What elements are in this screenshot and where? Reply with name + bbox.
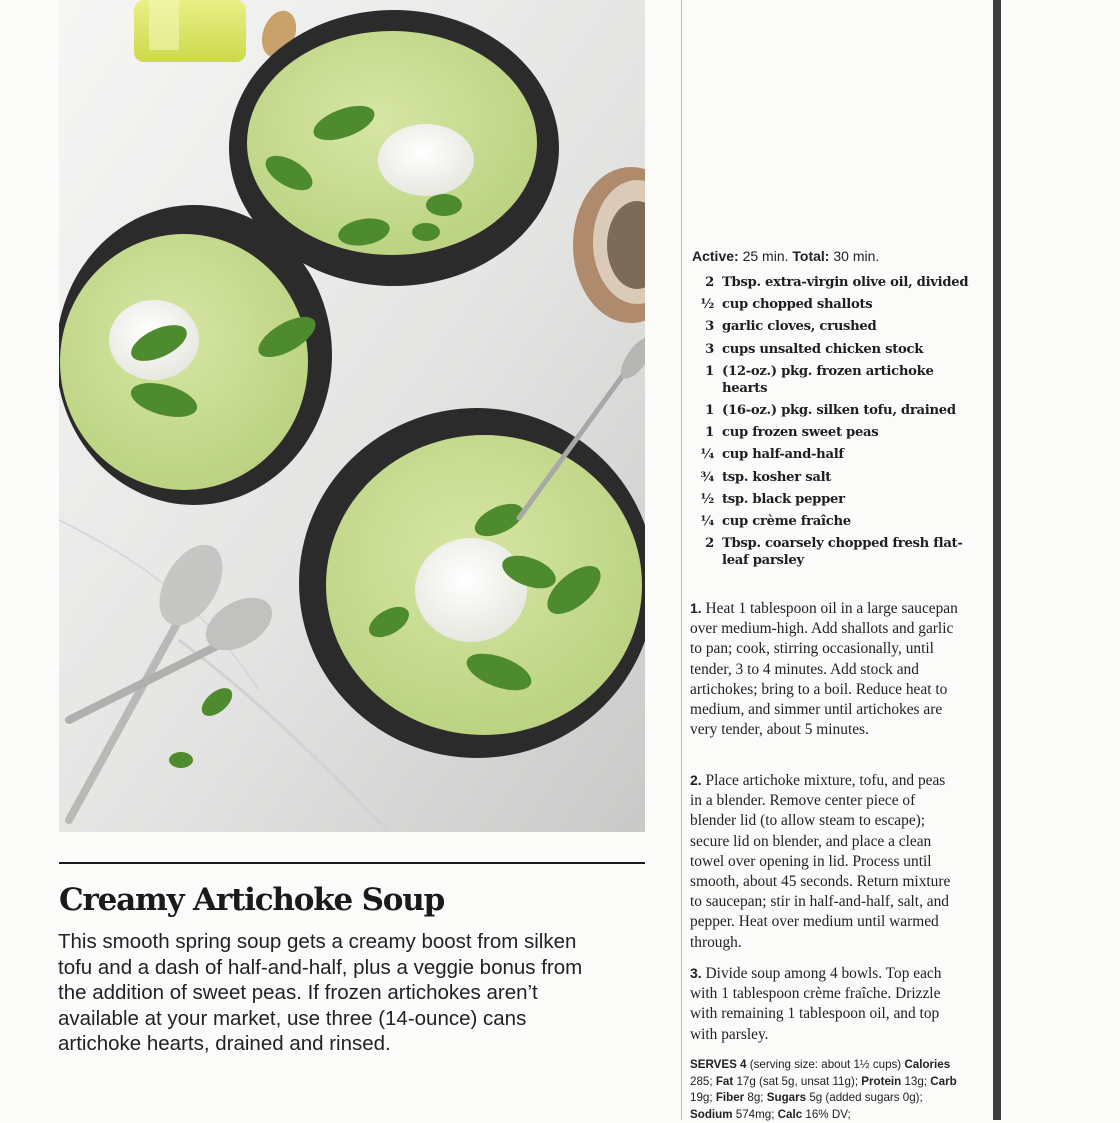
ingredient-name: garlic cloves, crushed xyxy=(722,319,877,335)
ingredient-name: Tbsp. extra-virgin olive oil, divided xyxy=(722,275,969,290)
ingredient-qty: 1 xyxy=(705,425,714,441)
carb-label: Carb xyxy=(930,1074,957,1088)
step-number: 2. xyxy=(690,772,702,788)
ingredient-qty: 3 xyxy=(705,319,714,335)
calories-value: 285; xyxy=(690,1074,713,1088)
active-time-label: Active: xyxy=(692,248,739,264)
instruction-step-1 xyxy=(690,598,958,740)
ingredient-item xyxy=(692,274,972,291)
total-time-value: 30 min. xyxy=(833,248,880,264)
protein-value: 13g; xyxy=(904,1074,928,1088)
protein-label: Protein xyxy=(861,1074,902,1088)
ingredient-name: (16-oz.) pkg. silken tofu, drained xyxy=(722,402,956,418)
calories-label: Calories xyxy=(904,1058,951,1071)
ingredient-name: cup chopped shallots xyxy=(722,297,873,313)
ingredient-item xyxy=(692,341,972,358)
ingredient-qty: ¾ xyxy=(700,469,714,485)
ingredient-qty: ½ xyxy=(700,297,714,313)
soup-photo-illustration xyxy=(59,0,645,832)
page-edge-rule xyxy=(993,0,1001,1120)
total-time-label: Total: xyxy=(792,248,830,264)
ingredient-item xyxy=(692,513,972,530)
ingredient-name: cup half-and-half xyxy=(722,447,844,463)
fiber-label: Fiber xyxy=(715,1091,745,1104)
step-text: Heat 1 tablespoon oil in a large saucepan over medium-high. Add shallots and garlic to pan; cook, stirring occasionally, until tender, 3 to 4 minutes. Add stock and artichokes; bring to a boil. Reduce heat to medium, and simmer until artichokes are very tender, about 5 minutes. xyxy=(690,600,958,739)
ingredient-qty: 1 xyxy=(705,402,714,418)
recipe-intro: This smooth spring soup gets a creamy boost from silken tofu and a dash of half-and-half, plus a veggie bonus from the addition of sweet peas. If frozen artichokes aren’t available at your market, use three (14-ounce) cans artichoke hearts, drained and rinsed. xyxy=(58,930,583,1055)
ingredient-qty: ½ xyxy=(700,491,714,507)
ingredient-qty: ¼ xyxy=(700,447,714,463)
step-text: Place artichoke mixture, tofu, and peas in a blender. Remove center piece of blender lid (to allow steam to escape); secure lid on blender, and place a clean towel over opening in lid. Process until smooth, about 45 seconds. Return mixture to saucepan; stir in half-and-half, salt, and pepper. Heat over medium until warmed through. xyxy=(690,772,951,951)
ingredient-qty: ¼ xyxy=(700,513,714,529)
sugars-label: Sugars xyxy=(766,1091,807,1104)
ingredient-list xyxy=(692,274,972,574)
fat-label: Fat xyxy=(715,1074,734,1088)
ingredient-item xyxy=(692,446,972,463)
step-number: 1. xyxy=(690,600,702,616)
ingredient-name: cup crème fraîche xyxy=(722,513,851,529)
instruction-step-2 xyxy=(690,770,958,953)
ingredient-item xyxy=(692,535,972,569)
carb-value: 19g; xyxy=(690,1091,713,1104)
ingredient-qty: 2 xyxy=(705,275,714,290)
instruction-step-3 xyxy=(690,963,958,1045)
ingredient-name: (12-oz.) pkg. frozen artichoke hearts xyxy=(722,363,934,396)
ingredient-name: Tbsp. coarsely chopped fresh flat-leaf parsley xyxy=(722,536,963,569)
step-number: 3. xyxy=(690,965,702,981)
ingredient-qty: 3 xyxy=(705,341,714,357)
ingredient-item xyxy=(692,491,972,508)
soup-bowl-left xyxy=(59,205,332,505)
ingredient-item xyxy=(692,424,972,441)
title-rule xyxy=(59,862,645,864)
ingredient-name: cups unsalted chicken stock xyxy=(722,341,924,357)
ingredient-qty: 2 xyxy=(705,536,714,552)
ingredient-item xyxy=(692,296,972,313)
recipe-times xyxy=(692,248,879,264)
sodium-value: 574mg; xyxy=(735,1107,775,1121)
calc-value: 16% DV; xyxy=(805,1107,851,1121)
sugars-value: 5g (added sugars 0g); xyxy=(809,1091,923,1104)
fat-value: 17g (sat 5g, unsat 11g); xyxy=(736,1074,859,1088)
step-text: Divide soup among 4 bowls. Top each with 1 tablespoon crème fraîche. Drizzle with remaining 1 tablespoon oil, and top with parsley. xyxy=(690,965,942,1043)
serving-size: (serving size: about 1½ cups) xyxy=(749,1058,902,1071)
column-divider xyxy=(681,0,682,1120)
ingredient-name: tsp. black pepper xyxy=(722,491,845,507)
ingredient-item xyxy=(692,469,972,486)
calc-label: Calc xyxy=(777,1107,803,1121)
nutrition-info xyxy=(690,1057,958,1123)
ingredient-qty: 1 xyxy=(705,363,714,379)
ingredient-name: tsp. kosher salt xyxy=(722,469,832,485)
ingredient-name: cup frozen sweet peas xyxy=(722,425,879,441)
sodium-label: Sodium xyxy=(690,1107,733,1121)
serves-label: SERVES 4 xyxy=(690,1058,747,1071)
active-time-value: 25 min. xyxy=(742,248,789,264)
ingredient-item xyxy=(692,402,972,419)
ingredient-item xyxy=(692,318,972,335)
fiber-value: 8g; xyxy=(747,1091,764,1104)
soup-photo xyxy=(59,0,645,832)
ingredient-item xyxy=(692,363,972,397)
recipe-title: Creamy Artichoke Soup xyxy=(59,882,445,918)
